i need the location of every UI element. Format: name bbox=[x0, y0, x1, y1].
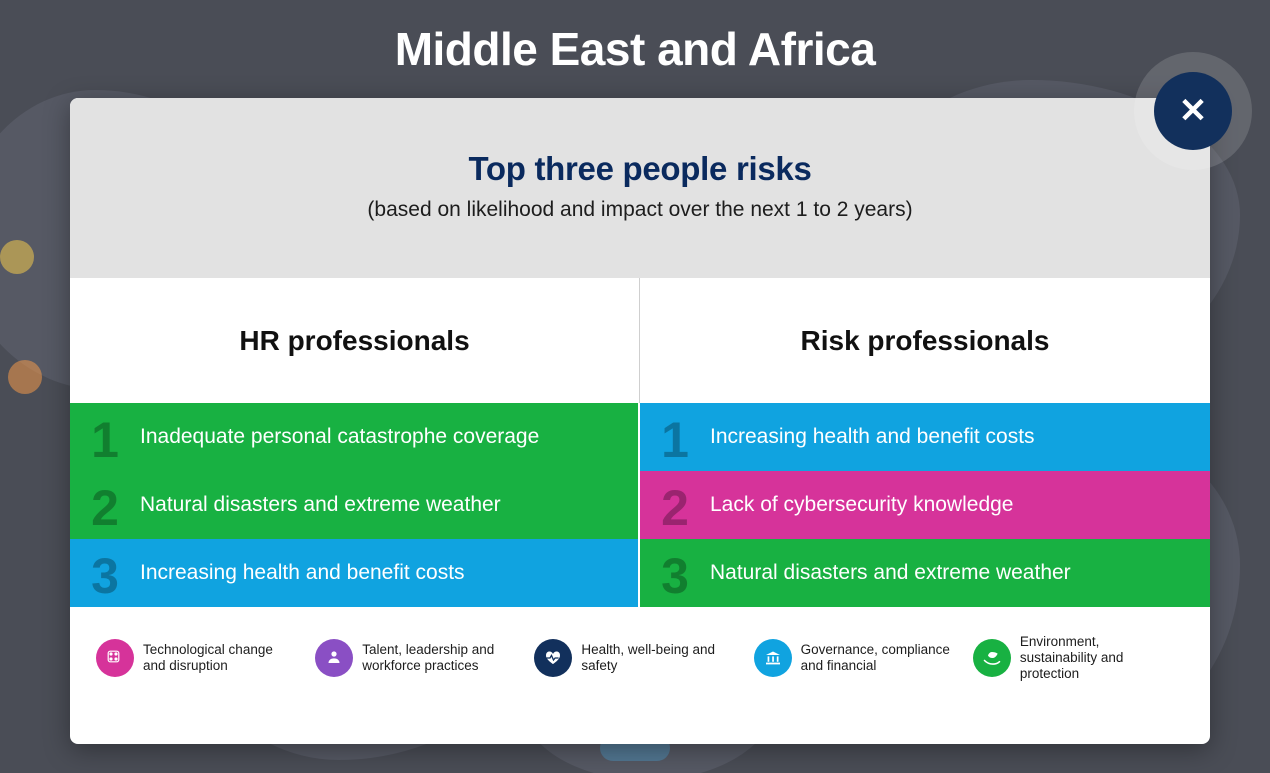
table-row bbox=[70, 471, 1210, 539]
risk-label: Increasing health and benefit costs bbox=[140, 561, 465, 584]
legend-item bbox=[754, 639, 965, 677]
close-icon[interactable]: ✕ bbox=[1154, 72, 1232, 150]
legend-item bbox=[534, 639, 745, 677]
legend-label: Environment, sustainability and protection bbox=[1019, 634, 1124, 681]
page-title: Middle East and Africa bbox=[394, 23, 876, 75]
rank-number: 3 bbox=[661, 548, 689, 604]
risk-cell-hr-1 bbox=[70, 403, 640, 471]
bank-icon bbox=[754, 639, 792, 677]
risk-cell-risk-1 bbox=[640, 403, 1210, 471]
risk-label: Increasing health and benefit costs bbox=[710, 425, 1035, 448]
column-headers bbox=[70, 278, 1210, 403]
close-button-halo bbox=[1134, 52, 1252, 170]
legend-label: Governance, compliance and financial bbox=[800, 642, 950, 673]
legend bbox=[70, 607, 1210, 709]
rank-number: 2 bbox=[91, 480, 119, 536]
map-marker bbox=[0, 240, 34, 274]
heartbeat-icon bbox=[534, 639, 572, 677]
risk-cell-hr-3 bbox=[70, 539, 640, 607]
risk-cell-risk-2 bbox=[640, 471, 1210, 539]
risk-label: Natural disasters and extreme weather bbox=[140, 493, 501, 516]
rank-number: 1 bbox=[91, 412, 119, 468]
column-header-hr: HR professionals bbox=[70, 278, 640, 403]
column-header-risk: Risk professionals bbox=[800, 324, 1050, 356]
leaf-hand-icon bbox=[973, 639, 1011, 677]
legend-label: Technological change and disruption bbox=[143, 642, 273, 673]
modal-subheading: (based on likelihood and impact over the next 1 to 2 years) bbox=[367, 198, 913, 221]
risk-label: Lack of cybersecurity knowledge bbox=[710, 493, 1014, 516]
risk-label: Inadequate personal catastrophe coverage bbox=[140, 425, 540, 448]
table-row bbox=[70, 539, 1210, 607]
risk-table bbox=[70, 403, 1210, 607]
table-row bbox=[70, 403, 1210, 471]
map-marker bbox=[8, 360, 42, 394]
legend-label: Talent, leadership and workforce practices bbox=[362, 642, 495, 673]
risk-label: Natural disasters and extreme weather bbox=[710, 561, 1071, 584]
modal-header bbox=[70, 98, 1210, 278]
risk-modal bbox=[70, 98, 1210, 744]
technology-icon bbox=[96, 639, 134, 677]
legend-label: Health, well-being and safety bbox=[581, 642, 715, 673]
people-icon bbox=[315, 639, 353, 677]
risk-cell-risk-3 bbox=[640, 539, 1210, 607]
legend-item bbox=[315, 639, 526, 677]
rank-number: 2 bbox=[661, 480, 689, 536]
modal-heading: Top three people risks bbox=[468, 150, 812, 187]
legend-item bbox=[96, 639, 307, 677]
rank-number: 3 bbox=[91, 548, 119, 604]
legend-item bbox=[973, 634, 1184, 682]
rank-number: 1 bbox=[661, 412, 689, 468]
risk-cell-hr-2 bbox=[70, 471, 640, 539]
